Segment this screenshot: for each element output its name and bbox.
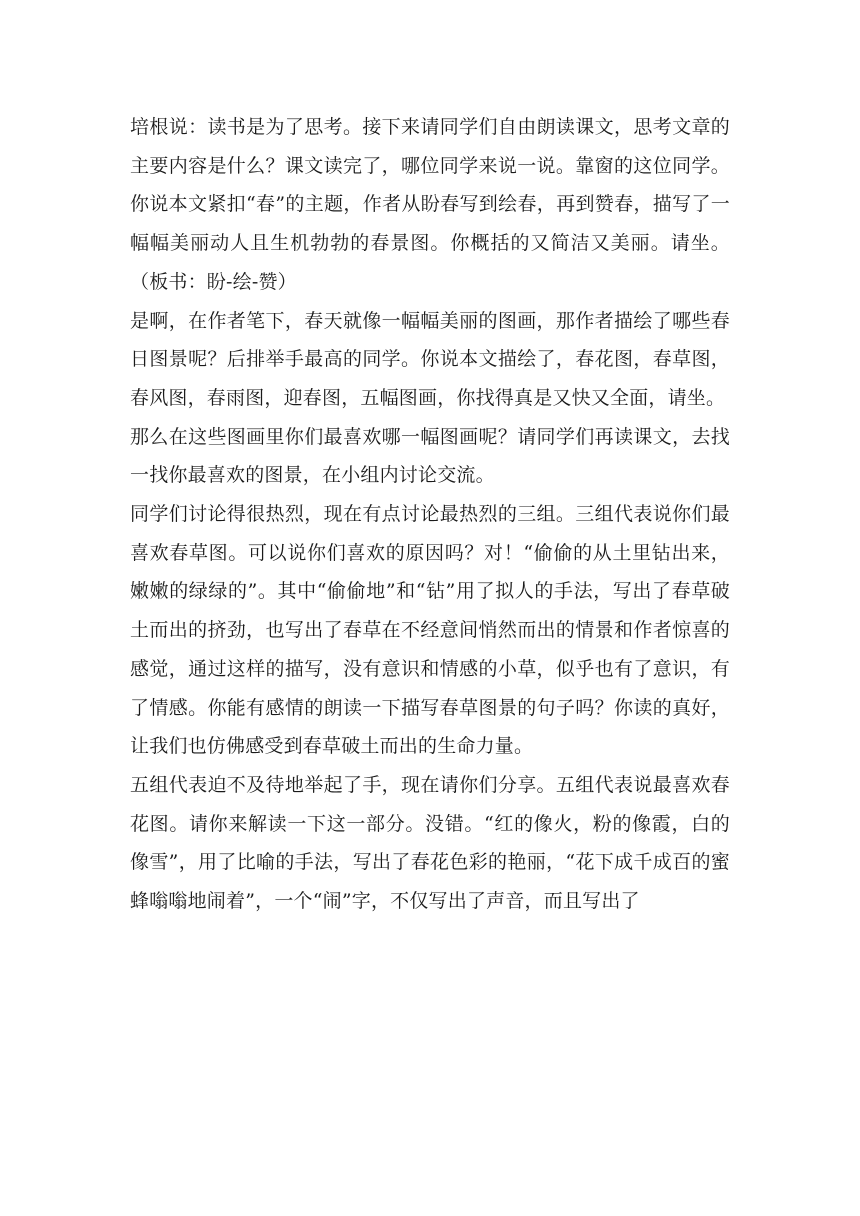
paragraph-3: 那么在这些图画里你们最喜欢哪一幅图画呢？请同学们再读课文，去找一找你最喜欢的图景，在小组内讨论交流。 <box>130 425 730 487</box>
paragraph-1: 培根说：读书是为了思考。接下来请同学们自由朗读课文，思考文章的主要内容是什么？课文读完了，哪位同学来说一说。靠窗的这位同学。你说本文紧扣“春”的主题，作者从盼春写到绘春，再到赞春，描写了一幅幅美丽动人且生机勃勃的春景图。你概括的又简洁又美丽。请坐。（板书：盼-绘-赞） <box>130 116 730 293</box>
paragraph-4: 同学们讨论得很热烈，现在有点讨论最热烈的三组。三组代表说你们最喜欢春草图。可以说你们喜欢的原因吗？对！“偷偷的从土里钻出来，嫩嫩的绿绿的”。其中“偷偷地”和“钻”用了拟人的手法，写出了春草破土而出的挤劲，也写出了春草在不经意间悄然而出的情景和作者惊喜的感觉，通过这样的描写，没有意识和情感的小草，似乎也有了意识，有了情感。你能有感情的朗读一下描写春草图景的句子吗？你读的真好，让我们也仿佛感受到春草破土而出的生命力量。 <box>130 503 730 758</box>
paragraph-5: 五组代表迫不及待地举起了手，现在请你们分享。五组代表说最喜欢春花图。请你来解读一下这一部分。没错。“红的像火，粉的像霞，白的像雪”，用了比喻的手法，写出了春花色彩的艳丽，“花下成千成百的蜜蜂嗡嗡地闹着”，一个“闹”字，不仅写出了声音，而且写出了 <box>130 773 730 913</box>
paragraph-2: 是啊，在作者笔下，春天就像一幅幅美丽的图画，那作者描绘了哪些春日图景呢？后排举手最高的同学。你说本文描绘了，春花图，春草图，春风图，春雨图，迎春图，五幅图画，你找得真是又快又全面，请坐。 <box>130 309 730 409</box>
document-body <box>130 108 730 921</box>
